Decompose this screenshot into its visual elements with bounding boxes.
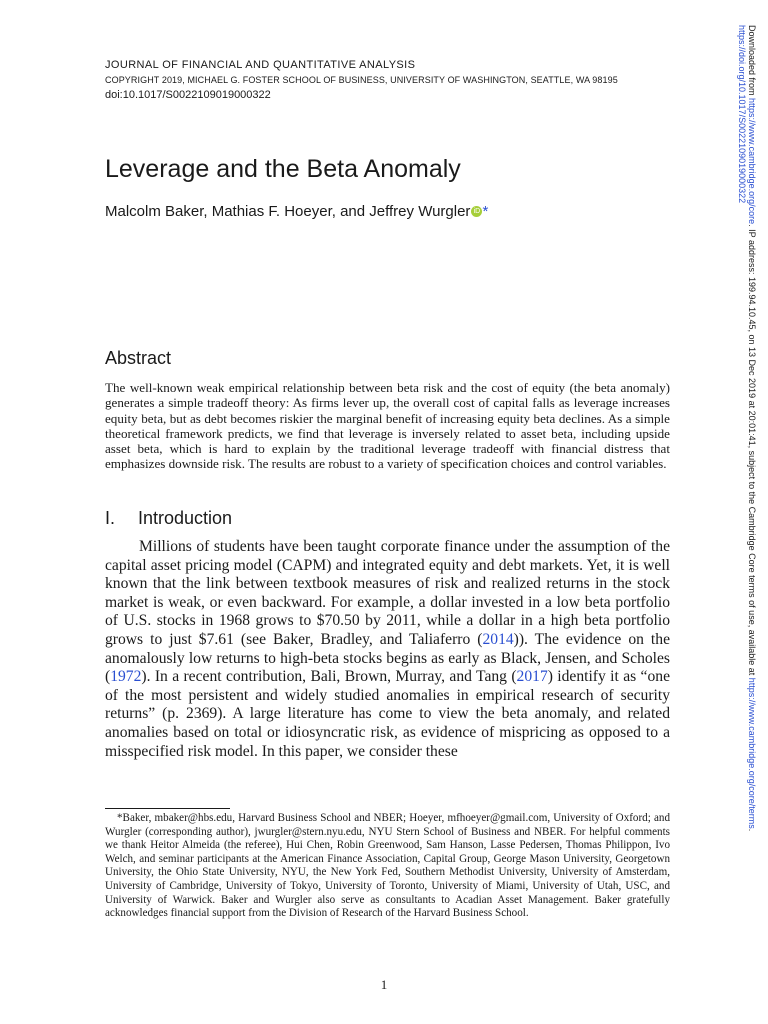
intro-text-4: ) identify it as “one of the most persistent and widely studied anomalies in empirical research of security returns” (p. 2369). A large literature has come to view the beta anomaly, and related anomalies based on total or idiosyncratic risk, as evidence of mispricing as opposed to a misspecified risk model. In this paper, we consider these [105,668,670,760]
download-notice-end: . [747,828,757,832]
page-number: 1 [380,977,388,992]
doi-link[interactable]: https://doi.org/10.1017/S0022109019000322 [737,25,747,204]
intro-paragraph [105,538,670,761]
download-notice-pre: Downloaded from [747,25,757,99]
journal-name: JOURNAL OF FINANCIAL AND QUANTITATIVE ANALYSIS [105,59,416,71]
abstract-text: The well-known weak empirical relationship between beta risk and the cost of equity (the beta anomaly) generates a simple tradeoff theory: As firms lever up, the overall cost of capital falls as leverage increases equity beta, but as debt becomes riskier the marginal benefit of increasing equity beta declines. As a simple theoretical framework predicts, we find that leverage is inversely related to asset beta, including upside asset beta, which is hard to explain by the traditional leverage tradeoff with financial distress that emphasizes downside risk. The results are robust to a variety of specification choices and control variables. [105,380,670,472]
section-number: I. [105,508,116,528]
paper-title: Leverage and the Beta Anomaly [105,155,461,183]
abstract-heading: Abstract [105,348,172,368]
footnote-rule [105,808,230,809]
intro-text-2: )). The evidence on the anomalously low returns to high-beta stocks begins as early as Black, Jensen, and Scholes ( [105,630,670,686]
orcid-icon[interactable]: iD [471,206,482,217]
section-heading [105,508,232,529]
citation-link-2017[interactable]: 2017 [516,668,548,686]
copyright-line: COPYRIGHT 2019, MICHAEL G. FOSTER SCHOOL OF BUSINESS, UNIVERSITY OF WASHINGTON, SEATTLE, WA 98195 [105,75,618,85]
author-names: Malcolm Baker, Mathias F. Hoeyer, and Jeffrey Wurgler [105,203,471,220]
terms-link[interactable]: https://www.cambridge.org/core/terms [747,677,757,829]
author-list [105,203,488,220]
intro-text-3: ). In a recent contribution, Bali, Brown, Murray, and Tang ( [141,668,517,686]
download-notice [737,25,757,832]
footnote-text [105,812,670,921]
citation-link-2014[interactable]: 2014 [482,630,514,648]
download-notice-mid: . IP address: 199.94.10.45, on 13 Dec 2019 at 20:01:41, subject to the Cambridge Core terms of use, available at [747,224,757,678]
footnote-body: *Baker, mbaker@hbs.edu, Harvard Business School and NBER; Hoeyer, mfhoeyer@gmail.com, University of Oxford; and Wurgler (corresponding author), jwurgler@stern.nyu.edu, NYU Stern School of Business and NBER. For helpful comments we thank Heitor Almeida (the referee), Hui Chen, Robin Greenwood, Sam Hanson, Lasse Pedersen, Thomas Philippon, Ivo Welch, and seminar participants at the American Finance Association, Capital Group, George Mason University, Georgetown University, the Ohio State University, NYU, the New York Fed, Southern Methodist University, University of Amsterdam, University of Cambridge, University of Tokyo, University of Toronto, University of Miami, University of Utah, USC, and University of Warwick. Baker and Wurgler also serve as consultants to Acadian Asset Management. Baker gratefully acknowledges financial support from the Division of Research of the Harvard Business School. [105,812,670,920]
doi-line: doi:10.1017/S0022109019000322 [105,89,271,101]
section-title: Introduction [138,508,233,528]
download-notice-line-1 [747,25,757,832]
cambridge-core-link[interactable]: https://www.cambridge.org/core [747,98,757,225]
author-footnote-mark[interactable]: * [482,203,489,220]
citation-link-1972[interactable]: 1972 [110,668,142,686]
intro-text-1: Millions of students have been taught corporate finance under the assumption of the capital asset pricing model (CAPM) and integrated equity and debt markets. Yet, it is well known that the link between textbook measures of risk and realized returns in the stock market is weak, or even backward. For example, a dollar invested in a low beta portfolio of U.S. stocks in 1968 grows to $70.50 by 2011, while a dollar in a high beta portfolio grows to just $7.61 (see Baker, Bradley, and Taliaferro ( [105,538,670,648]
